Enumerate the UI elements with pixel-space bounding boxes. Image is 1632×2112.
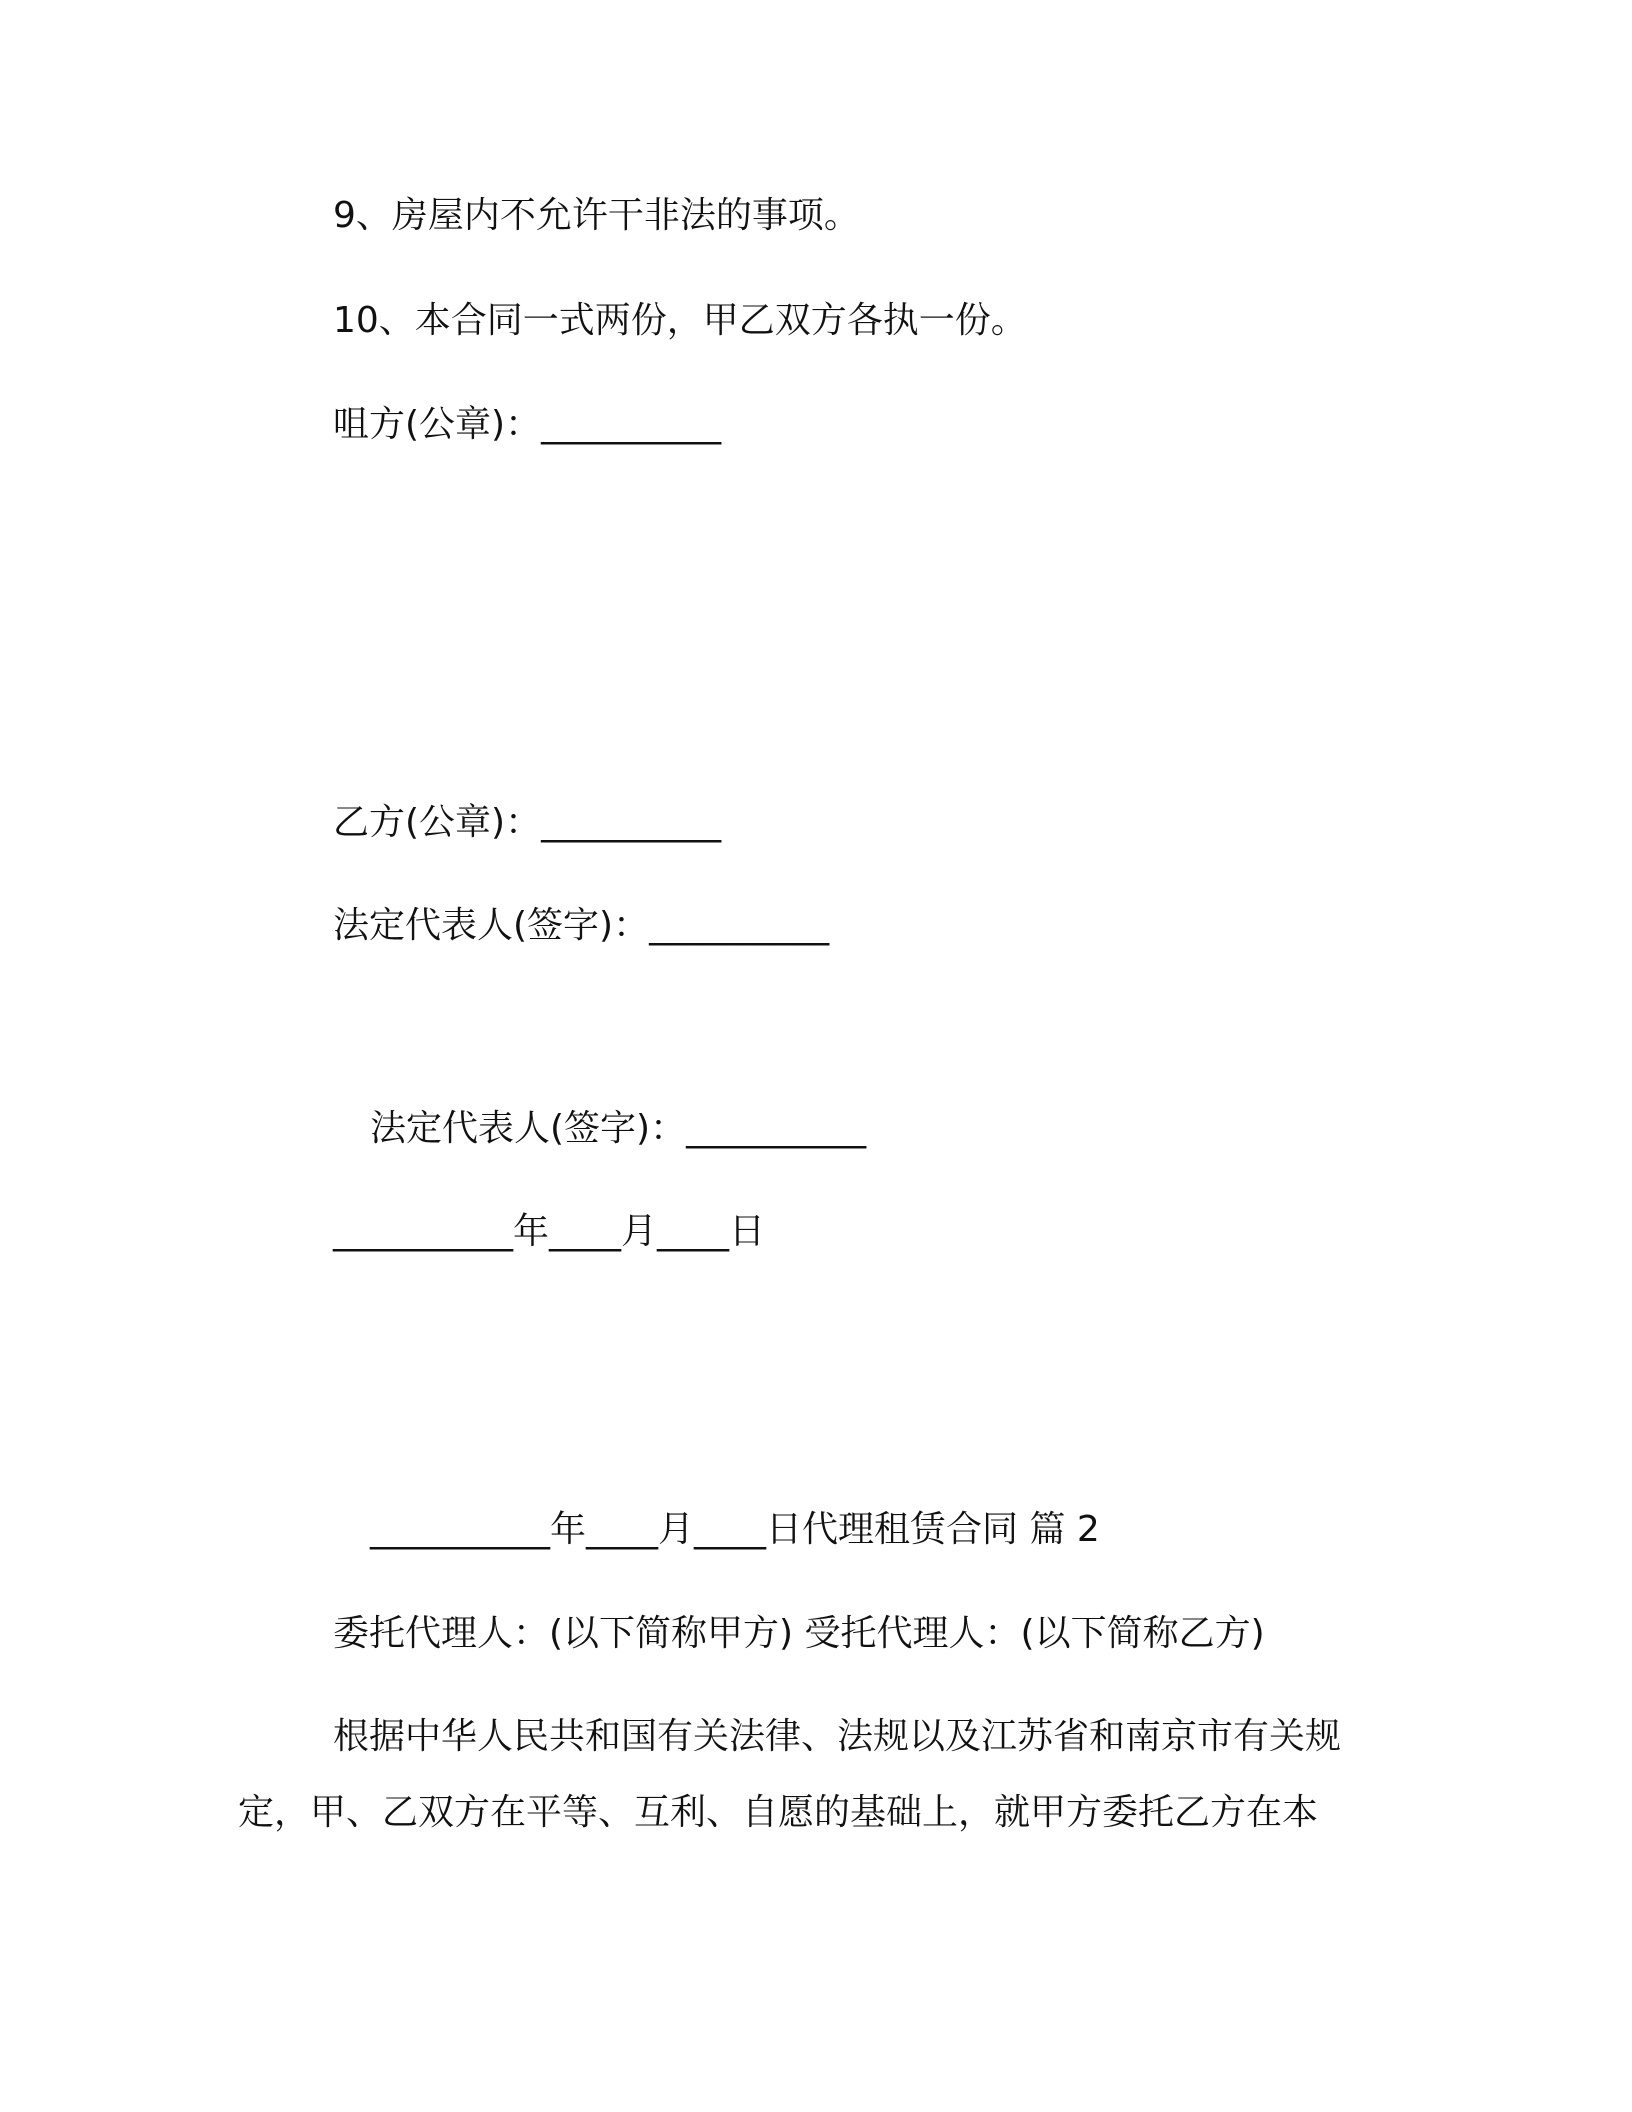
parties-line: 委托代理人：(以下简称甲方) 受托代理人：(以下简称乙方) <box>333 1613 1265 1654</box>
clause-10: 10、本合同一式两份，甲乙双方各执一份。 <box>333 300 1027 341</box>
body-paragraph-line-1: 根据中华人民共和国有关法律、法规以及江苏省和南京市有关规 <box>333 1716 1342 1757</box>
section-title: __________年____月____日代理租赁合同 篇 2 <box>370 1509 1100 1550</box>
clause-9: 9、房屋内不允许干非法的事项。 <box>333 195 860 236</box>
party-b-seal-line: 乙方(公章)：__________ <box>333 802 722 843</box>
legal-representative-line-1: 法定代表人(签字)：__________ <box>333 905 830 946</box>
party-a-seal-line: 咀方(公章)：__________ <box>333 404 722 445</box>
body-paragraph-line-2: 定，甲、乙双方在平等、互利、自愿的基础上，就甲方委托乙方在本 <box>238 1792 1319 1833</box>
legal-representative-line-2: 法定代表人(签字)：__________ <box>370 1108 867 1149</box>
date-line: __________年____月____日 <box>333 1211 765 1252</box>
